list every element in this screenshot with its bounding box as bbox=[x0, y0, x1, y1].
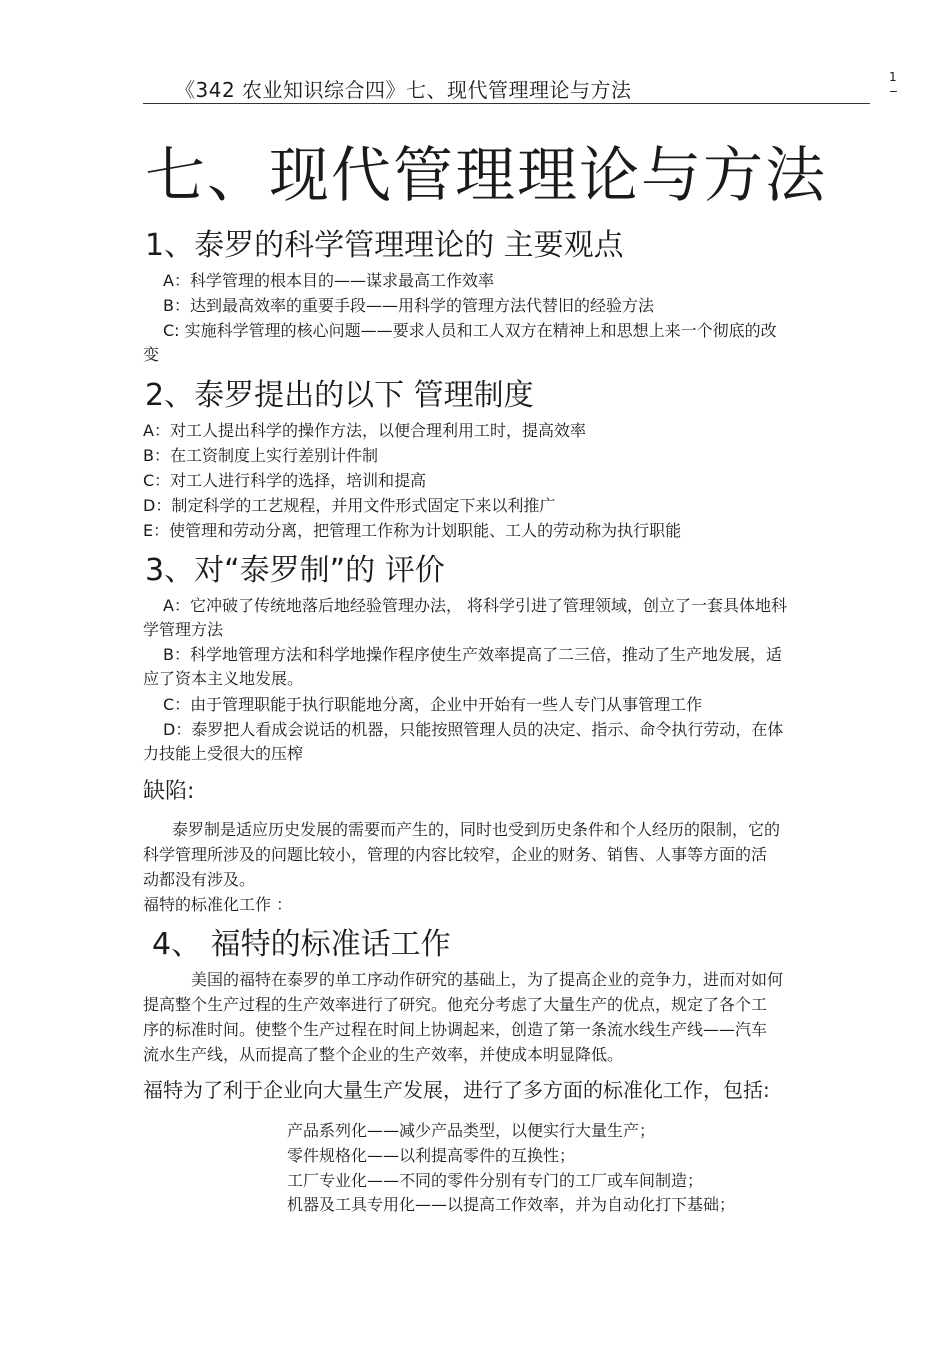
defects-line-1: 泰罗制是适应历史发展的需要而产生的，同时也受到历史条件和个人经历的限制，它的 bbox=[172, 820, 781, 839]
page-number-underline bbox=[890, 91, 897, 92]
standardization-item-1: 产品系列化——减少产品类型，以便实行大量生产； bbox=[287, 1121, 656, 1140]
standardization-item-3: 工厂专业化——不同的零件分别有专门的工厂或车间制造； bbox=[287, 1171, 704, 1190]
standardization-item-2: 零件规格化——以利提高零件的互换性； bbox=[287, 1146, 576, 1165]
section-3-item-b: B：科学地管理方法和科学地操作程序使生产效率提高了二三倍，推动了生产地发展，适 bbox=[163, 645, 782, 664]
section-3-item-d: D：泰罗把人看成会说话的机器，只能按照管理人员的决定、指示、命令执行劳动，在体 bbox=[163, 720, 784, 739]
section-2-item-d: D：制定科学的工艺规程，并用文件形式固定下来以利推广 bbox=[143, 496, 556, 515]
section-4-heading: 4、 福特的标准话工作 bbox=[152, 927, 451, 962]
section-3-heading: 3、对“泰罗制”的 评价 bbox=[145, 553, 445, 588]
ford-standardization-note: 福特的标准化工作 ： bbox=[143, 895, 293, 914]
section-1-heading: 1、泰罗的科学管理理论的 主要观点 bbox=[145, 228, 624, 263]
section-1-item-c: C: 实施科学管理的核心问题——要求人员和工人双方在精神上和思想上来一个彻底的改 bbox=[163, 321, 777, 340]
section-4-line-3: 序的标准时间。使整个生产过程在时间上协调起来，创造了第一条流水线生产线——汽车 bbox=[143, 1020, 768, 1039]
section-4-line-1: 美国的福特在泰罗的单工序动作研究的基础上，为了提高企业的竞争力，进而对如何 bbox=[191, 970, 784, 989]
section-3-item-c: C：由于管理职能于执行职能地分离，企业中开始有一些人专门从事管理工作 bbox=[163, 695, 703, 714]
section-2-item-c: C：对工人进行科学的选择，培训和提高 bbox=[143, 471, 427, 490]
section-3-item-a-continued: 学管理方法 bbox=[143, 620, 224, 639]
section-3-item-b-continued: 应了资本主义地发展。 bbox=[143, 669, 304, 688]
section-2-item-b: B：在工资制度上实行差别计件制 bbox=[143, 446, 378, 465]
defects-line-3: 动都没有涉及。 bbox=[143, 870, 256, 889]
page-title: 七、现代管理理论与方法 bbox=[145, 141, 827, 211]
section-2-heading: 2、泰罗提出的以下 管理制度 bbox=[145, 378, 534, 413]
section-2-item-e: E：使管理和劳动分离，把管理工作称为计划职能、工人的劳动称为执行职能 bbox=[143, 521, 682, 540]
defects-heading: 缺陷: bbox=[143, 779, 195, 804]
ford-standardization-lead: 福特为了利于企业向大量生产发展，进行了多方面的标准化工作，包括: bbox=[143, 1078, 770, 1102]
section-1-item-c-continued: 变 bbox=[143, 345, 160, 364]
running-header: 《342 农业知识综合四》七、现代管理理论与方法 bbox=[175, 78, 632, 102]
section-1-item-b: B：达到最高效率的重要手段——用科学的管理方法代替旧的经验方法 bbox=[163, 296, 654, 315]
section-4-line-2: 提高整个生产过程的生产效率进行了研究。他充分考虑了大量生产的优点，规定了各个工 bbox=[143, 995, 768, 1014]
section-4-line-4: 流水生产线，从而提高了整个企业的生产效率，并使成本明显降低。 bbox=[143, 1045, 624, 1064]
standardization-item-4: 机器及工具专用化——以提高工作效率，并为自动化打下基础； bbox=[287, 1195, 736, 1214]
page-number: 1 bbox=[889, 70, 897, 84]
section-2-item-a: A：对工人提出科学的操作方法，以便合理利用工时，提高效率 bbox=[143, 421, 586, 440]
section-1-item-a: A：科学管理的根本目的——谋求最高工作效率 bbox=[163, 271, 494, 290]
header-divider bbox=[143, 103, 870, 104]
section-3-item-a: A：它冲破了传统地落后地经验管理办法， 将科学引进了管理领域，创立了一套具体地科 bbox=[163, 596, 788, 615]
section-3-item-d-continued: 力技能上受很大的压榨 bbox=[143, 744, 304, 763]
defects-line-2: 科学管理所涉及的问题比较小，管理的内容比较窄，企业的财务、销售、人事等方面的活 bbox=[143, 845, 768, 864]
